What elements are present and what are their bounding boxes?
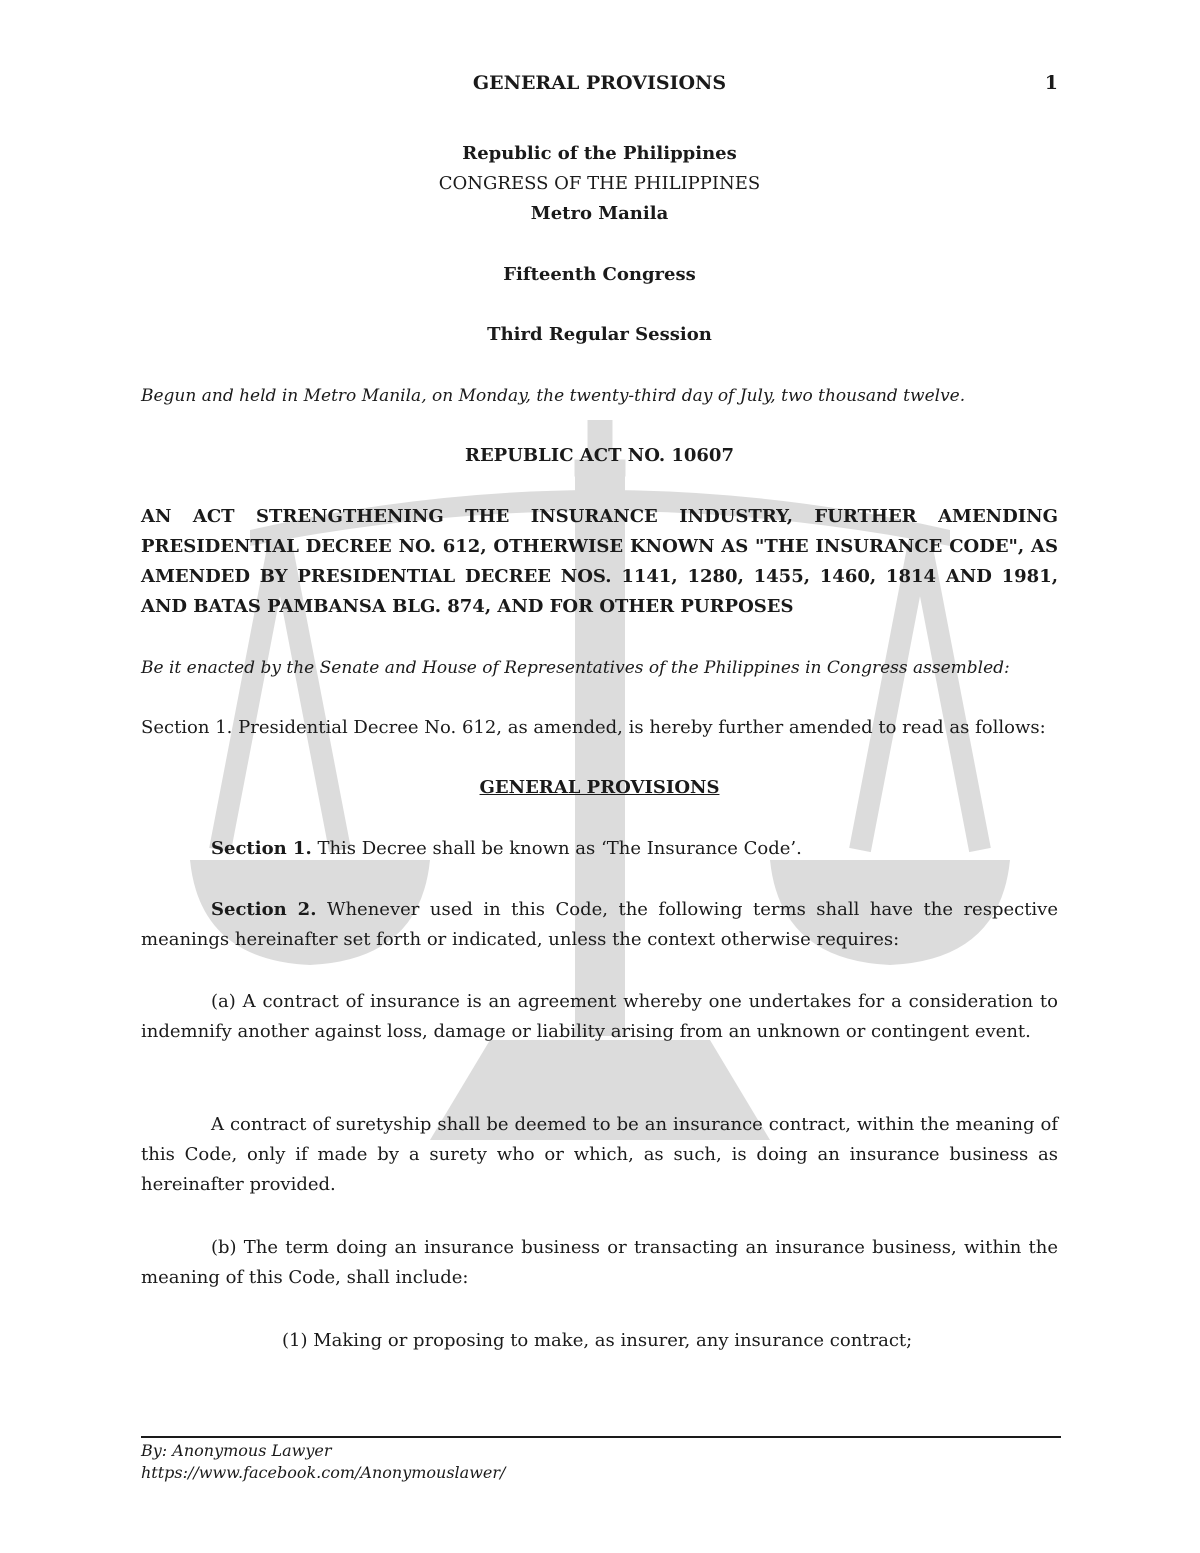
act-number: REPUBLIC ACT NO. 10607 <box>465 445 734 466</box>
section-intro: Section 1. Presidential Decree No. 612, as amended, is hereby further amended to read as follows: <box>141 717 1046 738</box>
page-footer <box>141 1436 1061 1484</box>
paragraph-suretyship: A contract of suretyship shall be deemed to be an insurance contract, within the meaning of this Code, only if made by a surety who or which, as such, is doing an insurance business as hereinafter provided. <box>141 1114 1058 1195</box>
section-1 <box>141 834 1058 864</box>
item-1: (1) Making or proposing to make, as insurer, any insurance contract; <box>282 1330 913 1351</box>
congress-number: Fifteenth Congress <box>503 264 696 285</box>
footer-author: By: Anonymous Lawyer <box>141 1441 332 1460</box>
section-text: This Decree shall be known as ‘The Insurance Code’. <box>311 838 802 859</box>
congress-line: CONGRESS OF THE PHILIPPINES <box>438 173 761 194</box>
paragraph-a: (a) A contract of insurance is an agreement whereby one undertakes for a consideration to indemnify another against loss, damage or liability arising from an unknown or contingent event. <box>141 991 1058 1042</box>
section-label: Section 2. <box>211 899 317 920</box>
location-line: Metro Manila <box>530 203 669 224</box>
section-text: Whenever used in this Code, the following terms shall have the respective meanings hereinafter set forth or indicated, unless the context otherwise requires: <box>141 899 1059 950</box>
begun-text: Begun and held in Metro Manila, on Monday, the twenty-third day of July, two thousand twelve. <box>141 386 966 406</box>
section-2 <box>141 895 1058 955</box>
enacting-clause: Be it enacted by the Senate and House of Representatives of the Philippines in Congress assembled: <box>141 658 1010 678</box>
section-label: Section 1. <box>211 838 312 859</box>
republic-line: Republic of the Philippines <box>462 143 737 164</box>
session-line: Third Regular Session <box>487 324 712 345</box>
act-title: AN ACT STRENGTHENING THE INSURANCE INDUSTRY, FURTHER AMENDING PRESIDENTIAL DECREE NO. 612, OTHERWISE KNOWN AS "THE INSURANCE CODE", AS AMENDED BY PRESIDENTIAL DECREE NOS. 1141, 1280, 1455, 1460, 1814 AND 1981, AND BATAS PAMBANSA BLG. 874, AND FOR OTHER PURPOSES <box>141 506 1058 617</box>
paragraph-b: (b) The term doing an insurance business or transacting an insurance business, within the meaning of this Code, shall include: <box>141 1237 1058 1288</box>
part-heading: GENERAL PROVISIONS <box>479 777 720 798</box>
page-number: 1 <box>1044 72 1058 94</box>
footer-url: https://www.facebook.com/Anonymouslawer/ <box>141 1463 506 1482</box>
running-header-title: GENERAL PROVISIONS <box>472 72 727 94</box>
